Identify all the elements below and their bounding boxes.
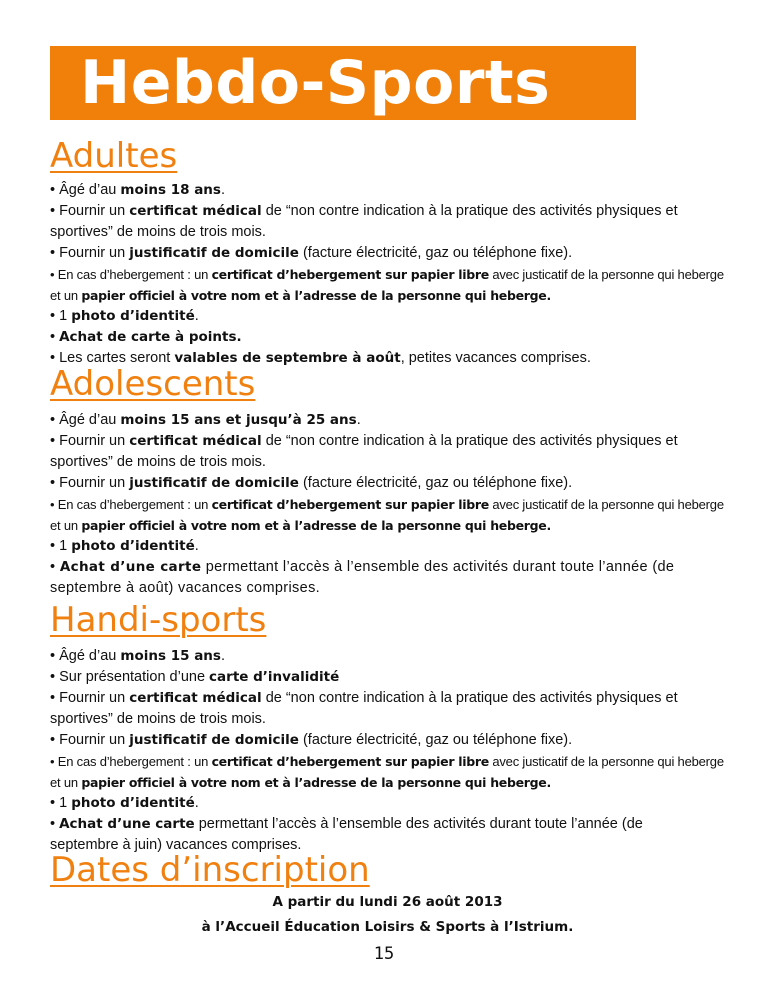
adolescents-list [50,410,725,599]
list-item: • Achat d’une carte permettant l’accès à l’ensemble des activités durant toute l’année (de septembre à juin) vacances comprises. [50,816,643,853]
list-item: • 1 photo d’identité. [50,795,199,811]
section-title-handisports: Handi-sports [50,600,267,640]
list-item: • Âgé d’au moins 15 ans et jusqu’à 25 ans. [50,412,361,428]
list-item: • Les cartes seront valables de septembre à août, petites vacances comprises. [50,350,591,366]
list-item: • En cas d’hebergement : un certificat d’hebergement sur papier libre avec justicatif de la personne qui heberge et un papier officiel à votre nom et à l’adresse de la personne qui heberge. [50,754,724,790]
list-item: • Achat de carte à points. [50,329,242,345]
list-item: • Âgé d’au moins 18 ans. [50,182,225,198]
list-item: • En cas d’hebergement : un certificat d’hebergement sur papier libre avec justicatif de la personne qui heberge et un papier officiel à votre nom et à l’adresse de la personne qui heberge. [50,497,724,533]
handisports-list [50,646,725,856]
list-item: • Fournir un certificat médical de “non contre indication à la pratique des activités physiques et sportives” de moins de trois mois. [50,690,678,727]
header-banner [50,46,636,120]
list-item: • Fournir un justificatif de domicile (facture électricité, gaz ou téléphone fixe). [50,475,573,491]
section-title-dates: Dates d’inscription [50,850,370,890]
dates-line-2: à l’Accueil Éducation Loisirs & Sports à l’Istrium. [201,919,574,935]
list-item: • Fournir un justificatif de domicile (facture électricité, gaz ou téléphone fixe). [50,245,573,261]
page-number: 15 [373,944,395,964]
section-title-adolescents: Adolescents [50,364,256,404]
list-item: • Fournir un justificatif de domicile (facture électricité, gaz ou téléphone fixe). [50,732,573,748]
list-item: • Sur présentation d’une carte d’invalidité [50,669,340,685]
adultes-list [50,180,725,369]
list-item: • Fournir un certificat médical de “non contre indication à la pratique des activités physiques et sportives” de moins de trois mois. [50,203,678,240]
section-title-adultes: Adultes [50,136,178,176]
page-title: Hebdo-Sports [80,48,551,118]
list-item: • 1 photo d’identité. [50,308,199,324]
list-item: • Achat d’une carte permettant l’accès à l’ensemble des activités durant toute l’année (de septembre à août) vacances comprises. [50,559,675,596]
list-item: • En cas d’hebergement : un certificat d’hebergement sur papier libre avec justicatif de la personne qui heberge et un papier officiel à votre nom et à l’adresse de la personne qui heberge. [50,267,724,303]
list-item: • Fournir un certificat médical de “non contre indication à la pratique des activités physiques et sportives” de moins de trois mois. [50,433,678,470]
dates-line-1: A partir du lundi 26 août 2013 [272,894,503,910]
list-item: • Âgé d’au moins 15 ans. [50,648,225,664]
list-item: • 1 photo d’identité. [50,538,199,554]
